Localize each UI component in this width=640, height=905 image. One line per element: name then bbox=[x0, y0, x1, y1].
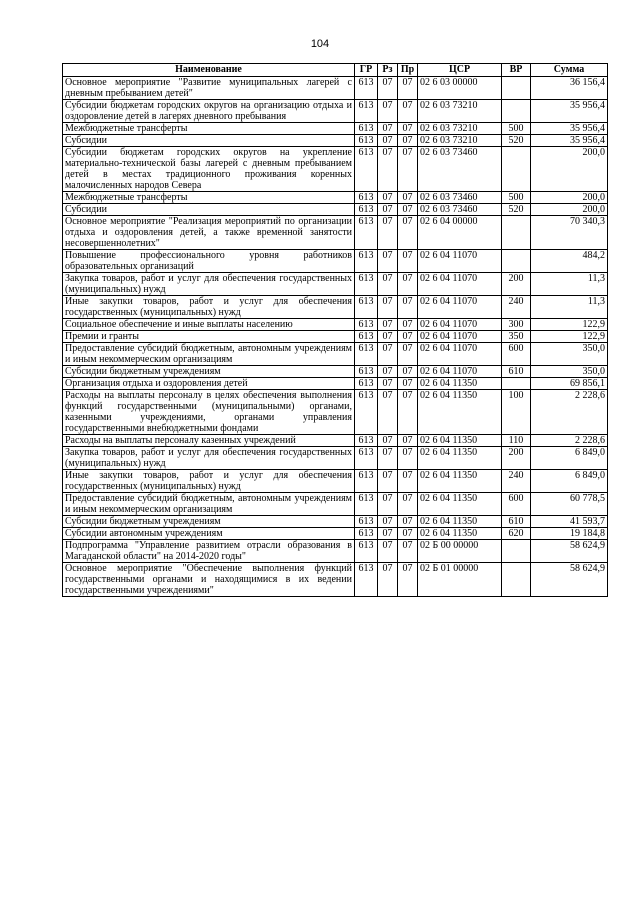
cell-pr: 07 bbox=[398, 343, 418, 366]
cell-sum: 36 156,4 bbox=[531, 77, 608, 100]
cell-name: Расходы на выплаты персоналу казенных учреждений bbox=[63, 435, 355, 447]
cell-sum: 35 956,4 bbox=[531, 100, 608, 123]
cell-gr: 613 bbox=[355, 123, 378, 135]
cell-vr bbox=[502, 77, 531, 100]
cell-name: Подпрограмма "Управление развитием отрасли образования в Магаданской области" на 2014-2020 годы" bbox=[63, 540, 355, 563]
cell-csr: 02 6 04 00000 bbox=[418, 216, 502, 250]
header-sum: Сумма bbox=[531, 64, 608, 77]
cell-gr: 613 bbox=[355, 563, 378, 597]
cell-pr: 07 bbox=[398, 216, 418, 250]
table-row bbox=[63, 470, 608, 493]
cell-rz: 07 bbox=[378, 273, 398, 296]
cell-vr bbox=[502, 147, 531, 192]
cell-name: Основное мероприятие "Развитие муниципальных лагерей с дневным пребыванием детей" bbox=[63, 77, 355, 100]
cell-rz: 07 bbox=[378, 147, 398, 192]
cell-csr: 02 6 03 73210 bbox=[418, 135, 502, 147]
table-row bbox=[63, 516, 608, 528]
cell-name: Межбюджетные трансферты bbox=[63, 123, 355, 135]
cell-csr: 02 6 04 11350 bbox=[418, 435, 502, 447]
cell-rz: 07 bbox=[378, 378, 398, 390]
cell-pr: 07 bbox=[398, 319, 418, 331]
cell-gr: 613 bbox=[355, 390, 378, 435]
cell-sum: 350,0 bbox=[531, 343, 608, 366]
cell-pr: 07 bbox=[398, 493, 418, 516]
table-row bbox=[63, 331, 608, 343]
table-row bbox=[63, 528, 608, 540]
cell-vr bbox=[502, 100, 531, 123]
cell-gr: 613 bbox=[355, 331, 378, 343]
cell-vr: 100 bbox=[502, 390, 531, 435]
cell-sum: 484,2 bbox=[531, 250, 608, 273]
cell-gr: 613 bbox=[355, 493, 378, 516]
cell-gr: 613 bbox=[355, 470, 378, 493]
cell-sum: 200,0 bbox=[531, 204, 608, 216]
cell-sum: 2 228,6 bbox=[531, 435, 608, 447]
cell-rz: 07 bbox=[378, 135, 398, 147]
cell-vr bbox=[502, 216, 531, 250]
table-row bbox=[63, 540, 608, 563]
cell-pr: 07 bbox=[398, 470, 418, 493]
cell-pr: 07 bbox=[398, 331, 418, 343]
header-name: Наименование bbox=[63, 64, 355, 77]
cell-gr: 613 bbox=[355, 528, 378, 540]
cell-sum: 35 956,4 bbox=[531, 135, 608, 147]
cell-gr: 613 bbox=[355, 343, 378, 366]
table-row bbox=[63, 135, 608, 147]
cell-vr: 200 bbox=[502, 447, 531, 470]
cell-sum: 69 856,1 bbox=[531, 378, 608, 390]
cell-vr: 500 bbox=[502, 123, 531, 135]
cell-pr: 07 bbox=[398, 296, 418, 319]
cell-vr: 610 bbox=[502, 366, 531, 378]
cell-name: Закупка товаров, работ и услуг для обеспечения государственных (муниципальных) нужд bbox=[63, 447, 355, 470]
cell-csr: 02 6 04 11070 bbox=[418, 273, 502, 296]
cell-pr: 07 bbox=[398, 563, 418, 597]
cell-sum: 58 624,9 bbox=[531, 563, 608, 597]
cell-vr: 240 bbox=[502, 296, 531, 319]
cell-csr: 02 6 04 11350 bbox=[418, 378, 502, 390]
cell-gr: 613 bbox=[355, 147, 378, 192]
cell-gr: 613 bbox=[355, 250, 378, 273]
cell-name: Субсидии бюджетным учреждениям bbox=[63, 516, 355, 528]
cell-gr: 613 bbox=[355, 366, 378, 378]
table-row bbox=[63, 447, 608, 470]
table-row bbox=[63, 343, 608, 366]
cell-vr bbox=[502, 563, 531, 597]
cell-sum: 19 184,8 bbox=[531, 528, 608, 540]
cell-csr: 02 6 03 73460 bbox=[418, 204, 502, 216]
cell-gr: 613 bbox=[355, 516, 378, 528]
cell-rz: 07 bbox=[378, 192, 398, 204]
cell-pr: 07 bbox=[398, 540, 418, 563]
cell-name: Повышение профессионального уровня работников образовательных организаций bbox=[63, 250, 355, 273]
cell-name: Основное мероприятие "Реализация мероприятий по организации отдыха и оздоровления детей, а также временной занятости несовершеннолетних" bbox=[63, 216, 355, 250]
cell-pr: 07 bbox=[398, 100, 418, 123]
cell-rz: 07 bbox=[378, 216, 398, 250]
cell-sum: 58 624,9 bbox=[531, 540, 608, 563]
cell-sum: 60 778,5 bbox=[531, 493, 608, 516]
cell-sum: 6 849,0 bbox=[531, 447, 608, 470]
cell-vr: 600 bbox=[502, 493, 531, 516]
header-csr: ЦСР bbox=[418, 64, 502, 77]
cell-vr: 600 bbox=[502, 343, 531, 366]
cell-csr: 02 6 04 11070 bbox=[418, 250, 502, 273]
cell-sum: 11,3 bbox=[531, 273, 608, 296]
cell-pr: 07 bbox=[398, 123, 418, 135]
table-header-row bbox=[63, 64, 608, 77]
table-row bbox=[63, 378, 608, 390]
cell-vr bbox=[502, 540, 531, 563]
cell-gr: 613 bbox=[355, 204, 378, 216]
table-row bbox=[63, 100, 608, 123]
table-row bbox=[63, 563, 608, 597]
cell-gr: 613 bbox=[355, 77, 378, 100]
cell-sum: 200,0 bbox=[531, 192, 608, 204]
cell-rz: 07 bbox=[378, 540, 398, 563]
table-row bbox=[63, 77, 608, 100]
cell-name: Субсидии bbox=[63, 135, 355, 147]
cell-rz: 07 bbox=[378, 528, 398, 540]
cell-csr: 02 6 04 11350 bbox=[418, 528, 502, 540]
cell-rz: 07 bbox=[378, 343, 398, 366]
cell-name: Организация отдыха и оздоровления детей bbox=[63, 378, 355, 390]
cell-pr: 07 bbox=[398, 204, 418, 216]
page-number: 104 bbox=[310, 38, 330, 50]
cell-name: Расходы на выплаты персоналу в целях обеспечения выполнения функций государственными (муниципальными) органами, казенными учреждениями, органами управления государственными внебюджетными фондами bbox=[63, 390, 355, 435]
cell-gr: 613 bbox=[355, 447, 378, 470]
cell-pr: 07 bbox=[398, 378, 418, 390]
cell-name: Субсидии бюджетам городских округов на укрепление материально-технической базы лагерей с дневным пребыванием детей в местах традиционного проживания коренных малочисленных народов Севера bbox=[63, 147, 355, 192]
cell-vr: 200 bbox=[502, 273, 531, 296]
cell-gr: 613 bbox=[355, 192, 378, 204]
cell-csr: 02 6 04 11070 bbox=[418, 366, 502, 378]
cell-name: Субсидии bbox=[63, 204, 355, 216]
cell-vr: 620 bbox=[502, 528, 531, 540]
cell-name: Иные закупки товаров, работ и услуг для обеспечения государственных (муниципальных) нужд bbox=[63, 296, 355, 319]
cell-csr: 02 Б 01 00000 bbox=[418, 563, 502, 597]
cell-rz: 07 bbox=[378, 493, 398, 516]
cell-vr: 240 bbox=[502, 470, 531, 493]
cell-pr: 07 bbox=[398, 273, 418, 296]
cell-pr: 07 bbox=[398, 447, 418, 470]
cell-gr: 613 bbox=[355, 100, 378, 123]
cell-vr: 110 bbox=[502, 435, 531, 447]
cell-gr: 613 bbox=[355, 273, 378, 296]
table-row bbox=[63, 273, 608, 296]
cell-sum: 122,9 bbox=[531, 319, 608, 331]
cell-pr: 07 bbox=[398, 366, 418, 378]
cell-gr: 613 bbox=[355, 319, 378, 331]
cell-vr: 350 bbox=[502, 331, 531, 343]
cell-sum: 11,3 bbox=[531, 296, 608, 319]
cell-csr: 02 6 04 11350 bbox=[418, 470, 502, 493]
cell-csr: 02 6 04 11350 bbox=[418, 390, 502, 435]
budget-table bbox=[62, 63, 608, 597]
cell-name: Субсидии бюджетам городских округов на организацию отдыха и оздоровление детей в лагерях дневного пребывания bbox=[63, 100, 355, 123]
cell-vr: 300 bbox=[502, 319, 531, 331]
cell-pr: 07 bbox=[398, 435, 418, 447]
cell-csr: 02 6 04 11070 bbox=[418, 319, 502, 331]
cell-rz: 07 bbox=[378, 319, 398, 331]
cell-gr: 613 bbox=[355, 216, 378, 250]
cell-vr: 520 bbox=[502, 135, 531, 147]
cell-rz: 07 bbox=[378, 100, 398, 123]
cell-pr: 07 bbox=[398, 528, 418, 540]
table-row bbox=[63, 250, 608, 273]
header-vr: ВР bbox=[502, 64, 531, 77]
cell-pr: 07 bbox=[398, 192, 418, 204]
header-pr: Пр bbox=[398, 64, 418, 77]
cell-sum: 41 593,7 bbox=[531, 516, 608, 528]
cell-csr: 02 6 04 11070 bbox=[418, 343, 502, 366]
cell-rz: 07 bbox=[378, 470, 398, 493]
cell-csr: 02 6 04 11070 bbox=[418, 331, 502, 343]
cell-name: Иные закупки товаров, работ и услуг для обеспечения государственных (муниципальных) нужд bbox=[63, 470, 355, 493]
cell-sum: 350,0 bbox=[531, 366, 608, 378]
cell-gr: 613 bbox=[355, 296, 378, 319]
cell-rz: 07 bbox=[378, 77, 398, 100]
cell-name: Премии и гранты bbox=[63, 331, 355, 343]
cell-sum: 2 228,6 bbox=[531, 390, 608, 435]
cell-name: Предоставление субсидий бюджетным, автономным учреждениям и иным некоммерческим организациям bbox=[63, 343, 355, 366]
cell-sum: 6 849,0 bbox=[531, 470, 608, 493]
cell-rz: 07 bbox=[378, 250, 398, 273]
cell-sum: 70 340,3 bbox=[531, 216, 608, 250]
cell-pr: 07 bbox=[398, 390, 418, 435]
table-row bbox=[63, 147, 608, 192]
cell-rz: 07 bbox=[378, 296, 398, 319]
cell-name: Субсидии автономным учреждениям bbox=[63, 528, 355, 540]
cell-csr: 02 6 04 11350 bbox=[418, 447, 502, 470]
header-rz: Рз bbox=[378, 64, 398, 77]
cell-sum: 200,0 bbox=[531, 147, 608, 192]
cell-rz: 07 bbox=[378, 390, 398, 435]
cell-rz: 07 bbox=[378, 204, 398, 216]
cell-rz: 07 bbox=[378, 516, 398, 528]
cell-name: Субсидии бюджетным учреждениям bbox=[63, 366, 355, 378]
table-row bbox=[63, 390, 608, 435]
cell-name: Основное мероприятие "Обеспечение выполнения функций государственными органами и находящимися в их ведении государственными учреждениями" bbox=[63, 563, 355, 597]
cell-name: Социальное обеспечение и иные выплаты населению bbox=[63, 319, 355, 331]
table-row bbox=[63, 204, 608, 216]
table-row bbox=[63, 296, 608, 319]
table-row bbox=[63, 435, 608, 447]
cell-rz: 07 bbox=[378, 435, 398, 447]
cell-pr: 07 bbox=[398, 516, 418, 528]
table-body bbox=[63, 77, 608, 597]
cell-rz: 07 bbox=[378, 447, 398, 470]
table-row bbox=[63, 366, 608, 378]
cell-name: Закупка товаров, работ и услуг для обеспечения государственных (муниципальных) нужд bbox=[63, 273, 355, 296]
cell-csr: 02 Б 00 00000 bbox=[418, 540, 502, 563]
cell-vr: 500 bbox=[502, 192, 531, 204]
cell-csr: 02 6 04 11350 bbox=[418, 493, 502, 516]
cell-csr: 02 6 04 11350 bbox=[418, 516, 502, 528]
cell-rz: 07 bbox=[378, 123, 398, 135]
cell-csr: 02 6 04 11070 bbox=[418, 296, 502, 319]
cell-gr: 613 bbox=[355, 378, 378, 390]
cell-pr: 07 bbox=[398, 77, 418, 100]
cell-vr: 520 bbox=[502, 204, 531, 216]
table-row bbox=[63, 216, 608, 250]
cell-sum: 122,9 bbox=[531, 331, 608, 343]
cell-sum: 35 956,4 bbox=[531, 123, 608, 135]
cell-gr: 613 bbox=[355, 435, 378, 447]
cell-vr bbox=[502, 250, 531, 273]
cell-csr: 02 6 03 00000 bbox=[418, 77, 502, 100]
cell-vr bbox=[502, 378, 531, 390]
cell-rz: 07 bbox=[378, 331, 398, 343]
cell-csr: 02 6 03 73460 bbox=[418, 147, 502, 192]
table-row bbox=[63, 319, 608, 331]
table-row bbox=[63, 123, 608, 135]
cell-rz: 07 bbox=[378, 366, 398, 378]
table-row bbox=[63, 493, 608, 516]
table-row bbox=[63, 192, 608, 204]
cell-gr: 613 bbox=[355, 135, 378, 147]
cell-pr: 07 bbox=[398, 135, 418, 147]
cell-csr: 02 6 03 73210 bbox=[418, 100, 502, 123]
cell-gr: 613 bbox=[355, 540, 378, 563]
cell-csr: 02 6 03 73460 bbox=[418, 192, 502, 204]
cell-vr: 610 bbox=[502, 516, 531, 528]
cell-pr: 07 bbox=[398, 250, 418, 273]
cell-csr: 02 6 03 73210 bbox=[418, 123, 502, 135]
cell-name: Предоставление субсидий бюджетным, автономным учреждениям и иным некоммерческим организациям bbox=[63, 493, 355, 516]
cell-rz: 07 bbox=[378, 563, 398, 597]
cell-pr: 07 bbox=[398, 147, 418, 192]
cell-name: Межбюджетные трансферты bbox=[63, 192, 355, 204]
header-gr: ГР bbox=[355, 64, 378, 77]
